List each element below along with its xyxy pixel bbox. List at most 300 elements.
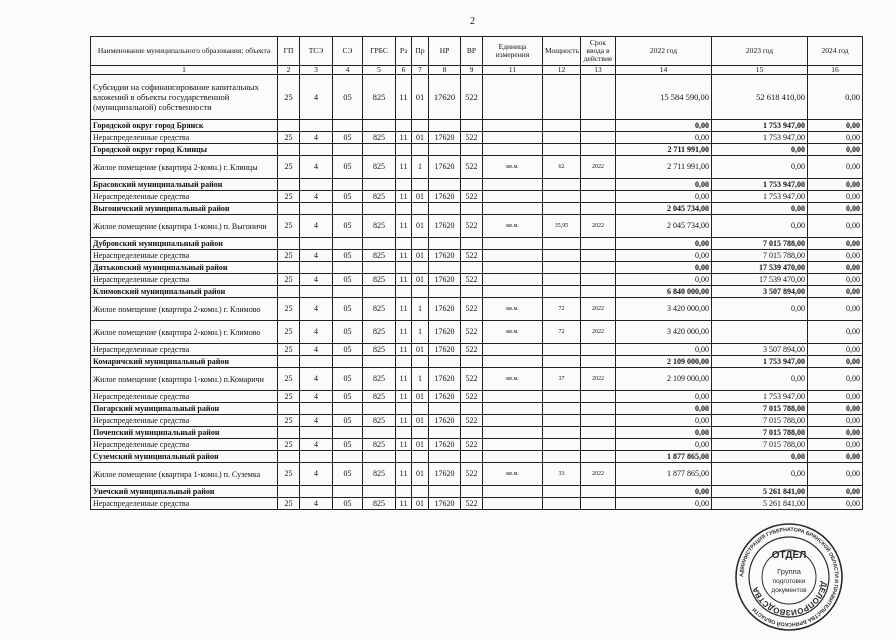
cell-se: 05: [333, 321, 363, 344]
column-number: 13: [581, 66, 616, 75]
cell-rz: [396, 262, 412, 274]
cell-rz: [396, 286, 412, 298]
cell-vr: 522: [461, 274, 483, 286]
cell-pr: [412, 144, 429, 156]
cell-rz: 11: [396, 344, 412, 356]
cell-tse: 4: [300, 321, 333, 344]
cell-rz: 11: [396, 368, 412, 391]
cell-se: 05: [333, 415, 363, 427]
cell-term: [581, 286, 616, 298]
cell-tse: [300, 451, 333, 463]
cell-rz: [396, 356, 412, 368]
cell-se: 05: [333, 250, 363, 262]
cell-unit: [483, 75, 543, 120]
cell-nr: [429, 262, 461, 274]
table-row: [91, 451, 863, 463]
cell-nr: 17620: [429, 498, 461, 510]
cell-name: Суземский муниципальный район: [91, 451, 278, 463]
cell-gp: [278, 451, 300, 463]
cell-tse: [300, 203, 333, 215]
cell-name: Субсидии на софинансирование капитальных вложений в объекты государственной (муниципальной) собственности: [91, 75, 278, 120]
cell-se: 05: [333, 156, 363, 179]
cell-vr: 522: [461, 344, 483, 356]
cell-grbs: 825: [363, 344, 396, 356]
cell-grbs: 825: [363, 215, 396, 238]
cell-se: [333, 203, 363, 215]
cell-pr: 1: [412, 368, 429, 391]
cell-term: [581, 75, 616, 120]
cell-tse: [300, 120, 333, 132]
cell-vr: [461, 203, 483, 215]
cell-term: [581, 486, 616, 498]
cell-term: [581, 439, 616, 451]
cell-y2022: 1 877 865,00: [616, 463, 712, 486]
cell-se: 05: [333, 132, 363, 144]
cell-tse: 4: [300, 156, 333, 179]
cell-nr: [429, 286, 461, 298]
cell-pr: [412, 486, 429, 498]
column-number: 11: [483, 66, 543, 75]
cell-term: [581, 498, 616, 510]
table-row: [91, 75, 863, 120]
cell-unit: [483, 451, 543, 463]
cell-grbs: 825: [363, 463, 396, 486]
cell-rz: [396, 238, 412, 250]
cell-y2024: 0,00: [808, 439, 863, 451]
table-row: [91, 403, 863, 415]
cell-name: Нераспределенные средства: [91, 415, 278, 427]
cell-y2024: 0,00: [808, 298, 863, 321]
cell-pr: 01: [412, 250, 429, 262]
cell-unit: [483, 498, 543, 510]
cell-vr: 522: [461, 463, 483, 486]
cell-name: Городской округ город Клинцы: [91, 144, 278, 156]
cell-y2023: 3 507 894,00: [712, 344, 808, 356]
cell-nr: 17620: [429, 274, 461, 286]
cell-nr: [429, 356, 461, 368]
cell-rz: 11: [396, 274, 412, 286]
cell-term: [581, 120, 616, 132]
cell-rz: [396, 203, 412, 215]
cell-name: Климовский муниципальный район: [91, 286, 278, 298]
cell-vr: [461, 120, 483, 132]
cell-y2024: 0,00: [808, 344, 863, 356]
cell-y2022: 0,00: [616, 132, 712, 144]
cell-capacity: [543, 238, 581, 250]
cell-name: Брасовский муниципальный район: [91, 179, 278, 191]
cell-grbs: 825: [363, 439, 396, 451]
cell-pr: 01: [412, 463, 429, 486]
cell-term: [581, 427, 616, 439]
cell-gp: 25: [278, 344, 300, 356]
cell-y2024: 0,00: [808, 120, 863, 132]
cell-tse: [300, 179, 333, 191]
cell-se: 05: [333, 298, 363, 321]
cell-se: [333, 451, 363, 463]
cell-nr: 17620: [429, 439, 461, 451]
cell-unit: [483, 238, 543, 250]
cell-y2023: 1 753 947,00: [712, 191, 808, 203]
cell-gp: [278, 262, 300, 274]
cell-pr: 01: [412, 344, 429, 356]
cell-gp: 25: [278, 132, 300, 144]
cell-grbs: [363, 120, 396, 132]
cell-grbs: [363, 427, 396, 439]
cell-tse: [300, 262, 333, 274]
cell-y2023: 7 015 788,00: [712, 427, 808, 439]
cell-gp: 25: [278, 75, 300, 120]
cell-y2022: 0,00: [616, 274, 712, 286]
cell-capacity: [543, 427, 581, 439]
table-row: [91, 238, 863, 250]
cell-gp: 25: [278, 463, 300, 486]
cell-nr: 17620: [429, 391, 461, 403]
cell-y2023: [712, 321, 808, 344]
cell-name: Жилое помещение (квартира 2-комн.) г. Климово: [91, 321, 278, 344]
cell-tse: [300, 144, 333, 156]
cell-y2024: 0,00: [808, 274, 863, 286]
cell-capacity: [543, 486, 581, 498]
cell-nr: 17620: [429, 75, 461, 120]
cell-se: [333, 486, 363, 498]
cell-y2023: 0,00: [712, 203, 808, 215]
cell-nr: [429, 203, 461, 215]
column-number: 6: [396, 66, 412, 75]
cell-nr: 17620: [429, 215, 461, 238]
cell-y2024: 0,00: [808, 286, 863, 298]
cell-capacity: [543, 250, 581, 262]
cell-rz: [396, 451, 412, 463]
cell-y2023: 1 753 947,00: [712, 132, 808, 144]
cell-unit: [483, 274, 543, 286]
cell-tse: 4: [300, 250, 333, 262]
cell-gp: [278, 203, 300, 215]
cell-capacity: [543, 75, 581, 120]
cell-grbs: 825: [363, 498, 396, 510]
cell-pr: 01: [412, 439, 429, 451]
cell-name: Жилое помещение (квартира 1-комн.) п. Суземка: [91, 463, 278, 486]
column-number: 16: [808, 66, 863, 75]
cell-y2022: 2 045 734,00: [616, 215, 712, 238]
cell-se: 05: [333, 463, 363, 486]
table-row: [91, 486, 863, 498]
cell-y2022: 3 420 000,00: [616, 298, 712, 321]
cell-capacity: [543, 498, 581, 510]
header-unit: Единица измерения: [483, 37, 543, 66]
cell-pr: [412, 238, 429, 250]
stamp-line: документов: [771, 587, 807, 594]
table-row: [91, 356, 863, 368]
cell-y2022: 2 711 991,00: [616, 144, 712, 156]
cell-gp: 25: [278, 250, 300, 262]
header-tse: ТСЭ: [300, 37, 333, 66]
cell-grbs: [363, 356, 396, 368]
table-row: [91, 463, 863, 486]
cell-grbs: [363, 238, 396, 250]
cell-capacity: 37: [543, 368, 581, 391]
cell-y2023: 1 753 947,00: [712, 356, 808, 368]
cell-capacity: [543, 344, 581, 356]
cell-name: Нераспределенные средства: [91, 274, 278, 286]
cell-grbs: [363, 486, 396, 498]
cell-vr: [461, 286, 483, 298]
cell-pr: 01: [412, 274, 429, 286]
cell-gp: [278, 179, 300, 191]
cell-vr: 522: [461, 391, 483, 403]
cell-nr: 17620: [429, 156, 461, 179]
cell-name: Почепский муниципальный район: [91, 427, 278, 439]
cell-grbs: [363, 451, 396, 463]
header-y2022: 2022 год: [616, 37, 712, 66]
cell-capacity: [543, 451, 581, 463]
cell-gp: [278, 486, 300, 498]
cell-name: Жилое помещение (квартира 2-комн.) г. Климово: [91, 298, 278, 321]
cell-name: Унечский муниципальный район: [91, 486, 278, 498]
cell-y2023: 7 015 788,00: [712, 403, 808, 415]
cell-vr: 522: [461, 368, 483, 391]
cell-unit: [483, 486, 543, 498]
cell-tse: 4: [300, 463, 333, 486]
cell-tse: 4: [300, 344, 333, 356]
cell-vr: [461, 451, 483, 463]
cell-grbs: [363, 403, 396, 415]
cell-y2024: 0,00: [808, 262, 863, 274]
cell-y2022: 15 584 590,00: [616, 75, 712, 120]
cell-gp: 25: [278, 274, 300, 286]
cell-name: Жилое помещение (квартира 2-комн.) г. Клинцы: [91, 156, 278, 179]
cell-unit: [483, 391, 543, 403]
cell-rz: 11: [396, 439, 412, 451]
cell-vr: 522: [461, 156, 483, 179]
cell-nr: 17620: [429, 250, 461, 262]
cell-capacity: [543, 439, 581, 451]
header-y2023: 2023 год: [712, 37, 808, 66]
cell-vr: [461, 144, 483, 156]
cell-pr: 01: [412, 75, 429, 120]
cell-term: [581, 451, 616, 463]
column-number: 9: [461, 66, 483, 75]
cell-unit: [483, 344, 543, 356]
cell-y2022: 1 877 865,00: [616, 451, 712, 463]
cell-unit: [483, 191, 543, 203]
cell-se: 05: [333, 344, 363, 356]
cell-capacity: [543, 179, 581, 191]
table-row: [91, 321, 863, 344]
cell-vr: 522: [461, 321, 483, 344]
cell-name: Нераспределенные средства: [91, 344, 278, 356]
cell-vr: [461, 403, 483, 415]
cell-nr: 17620: [429, 191, 461, 203]
cell-pr: 01: [412, 191, 429, 203]
cell-rz: 11: [396, 250, 412, 262]
cell-gp: 25: [278, 156, 300, 179]
cell-tse: [300, 286, 333, 298]
cell-y2023: 5 261 841,00: [712, 498, 808, 510]
cell-gp: 25: [278, 498, 300, 510]
cell-nr: [429, 403, 461, 415]
table-row: [91, 498, 863, 510]
cell-y2022: 0,00: [616, 250, 712, 262]
cell-term: [581, 403, 616, 415]
cell-gp: [278, 144, 300, 156]
cell-rz: 11: [396, 75, 412, 120]
cell-pr: 1: [412, 156, 429, 179]
cell-nr: 17620: [429, 415, 461, 427]
cell-y2023: 7 015 788,00: [712, 415, 808, 427]
cell-vr: [461, 238, 483, 250]
cell-y2024: 0,00: [808, 179, 863, 191]
table-row: [91, 191, 863, 203]
cell-pr: 1: [412, 321, 429, 344]
cell-rz: [396, 486, 412, 498]
cell-vr: [461, 356, 483, 368]
header-rz: Рз: [396, 37, 412, 66]
table-row: [91, 120, 863, 132]
cell-vr: 522: [461, 439, 483, 451]
cell-term: 2022: [581, 368, 616, 391]
table-row: [91, 203, 863, 215]
header-vr: ВР: [461, 37, 483, 66]
cell-gp: [278, 238, 300, 250]
cell-y2022: 0,00: [616, 439, 712, 451]
cell-capacity: 72: [543, 298, 581, 321]
cell-pr: [412, 403, 429, 415]
cell-unit: [483, 144, 543, 156]
cell-term: 2022: [581, 321, 616, 344]
cell-se: [333, 286, 363, 298]
cell-term: [581, 391, 616, 403]
cell-y2024: 0,00: [808, 250, 863, 262]
table-row: [91, 344, 863, 356]
cell-grbs: 825: [363, 274, 396, 286]
cell-gp: 25: [278, 368, 300, 391]
cell-y2022: 0,00: [616, 498, 712, 510]
cell-rz: 11: [396, 463, 412, 486]
cell-capacity: [543, 203, 581, 215]
cell-se: [333, 427, 363, 439]
cell-pr: [412, 451, 429, 463]
cell-y2024: 0,00: [808, 451, 863, 463]
table-row: [91, 286, 863, 298]
cell-vr: 522: [461, 132, 483, 144]
cell-vr: 522: [461, 498, 483, 510]
cell-y2022: 0,00: [616, 391, 712, 403]
cell-grbs: 825: [363, 250, 396, 262]
cell-name: Нераспределенные средства: [91, 132, 278, 144]
cell-gp: [278, 356, 300, 368]
cell-pr: 01: [412, 415, 429, 427]
cell-unit: кв.м.: [483, 215, 543, 238]
cell-unit: [483, 132, 543, 144]
header-term: Срок ввода в действие: [581, 37, 616, 66]
cell-grbs: 825: [363, 391, 396, 403]
table-row: [91, 215, 863, 238]
cell-name: Нераспределенные средства: [91, 498, 278, 510]
cell-se: [333, 120, 363, 132]
cell-unit: [483, 120, 543, 132]
table-row: [91, 391, 863, 403]
cell-y2023: 1 753 947,00: [712, 120, 808, 132]
table-body: [91, 75, 863, 510]
cell-rz: 11: [396, 215, 412, 238]
header-gp: ГП: [278, 37, 300, 66]
cell-capacity: [543, 403, 581, 415]
cell-y2023: 0,00: [712, 298, 808, 321]
cell-tse: 4: [300, 274, 333, 286]
cell-nr: [429, 486, 461, 498]
cell-y2023: 0,00: [712, 156, 808, 179]
cell-term: [581, 144, 616, 156]
column-number: 14: [616, 66, 712, 75]
cell-y2023: 7 015 788,00: [712, 238, 808, 250]
cell-grbs: [363, 203, 396, 215]
cell-se: [333, 403, 363, 415]
cell-rz: 11: [396, 191, 412, 203]
cell-se: [333, 262, 363, 274]
cell-rz: [396, 427, 412, 439]
cell-gp: 25: [278, 415, 300, 427]
cell-grbs: 825: [363, 321, 396, 344]
cell-pr: [412, 179, 429, 191]
stamp-line: Группа: [777, 567, 801, 576]
cell-name: Нераспределенные средства: [91, 191, 278, 203]
cell-unit: кв.м.: [483, 298, 543, 321]
cell-grbs: 825: [363, 298, 396, 321]
cell-name: Жилое помещение (квартира 1-комн.) п.Комаричи: [91, 368, 278, 391]
cell-gp: [278, 427, 300, 439]
cell-y2022: 6 840 000,00: [616, 286, 712, 298]
cell-tse: 4: [300, 215, 333, 238]
cell-unit: [483, 262, 543, 274]
cell-term: [581, 191, 616, 203]
column-number: 3: [300, 66, 333, 75]
cell-tse: 4: [300, 415, 333, 427]
cell-rz: [396, 120, 412, 132]
cell-grbs: [363, 262, 396, 274]
cell-capacity: [543, 356, 581, 368]
cell-y2023: 0,00: [712, 215, 808, 238]
table-row: [91, 439, 863, 451]
cell-capacity: [543, 132, 581, 144]
cell-rz: 11: [396, 156, 412, 179]
cell-nr: [429, 120, 461, 132]
cell-y2023: 52 618 410,00: [712, 75, 808, 120]
cell-pr: [412, 356, 429, 368]
cell-vr: 522: [461, 191, 483, 203]
cell-y2022: 0,00: [616, 262, 712, 274]
cell-nr: 17620: [429, 368, 461, 391]
header-grbs: ГРБС: [363, 37, 396, 66]
cell-y2022: 0,00: [616, 179, 712, 191]
cell-nr: [429, 179, 461, 191]
cell-y2023: 0,00: [712, 451, 808, 463]
cell-capacity: 72: [543, 321, 581, 344]
cell-term: [581, 356, 616, 368]
cell-vr: [461, 486, 483, 498]
cell-term: [581, 262, 616, 274]
cell-se: 05: [333, 439, 363, 451]
cell-name: Нераспределенные средства: [91, 439, 278, 451]
cell-nr: 17620: [429, 463, 461, 486]
cell-nr: [429, 451, 461, 463]
column-number: 12: [543, 66, 581, 75]
cell-term: [581, 132, 616, 144]
cell-y2022: 0,00: [616, 427, 712, 439]
cell-vr: [461, 179, 483, 191]
cell-se: 05: [333, 368, 363, 391]
cell-nr: 17620: [429, 321, 461, 344]
cell-term: [581, 250, 616, 262]
